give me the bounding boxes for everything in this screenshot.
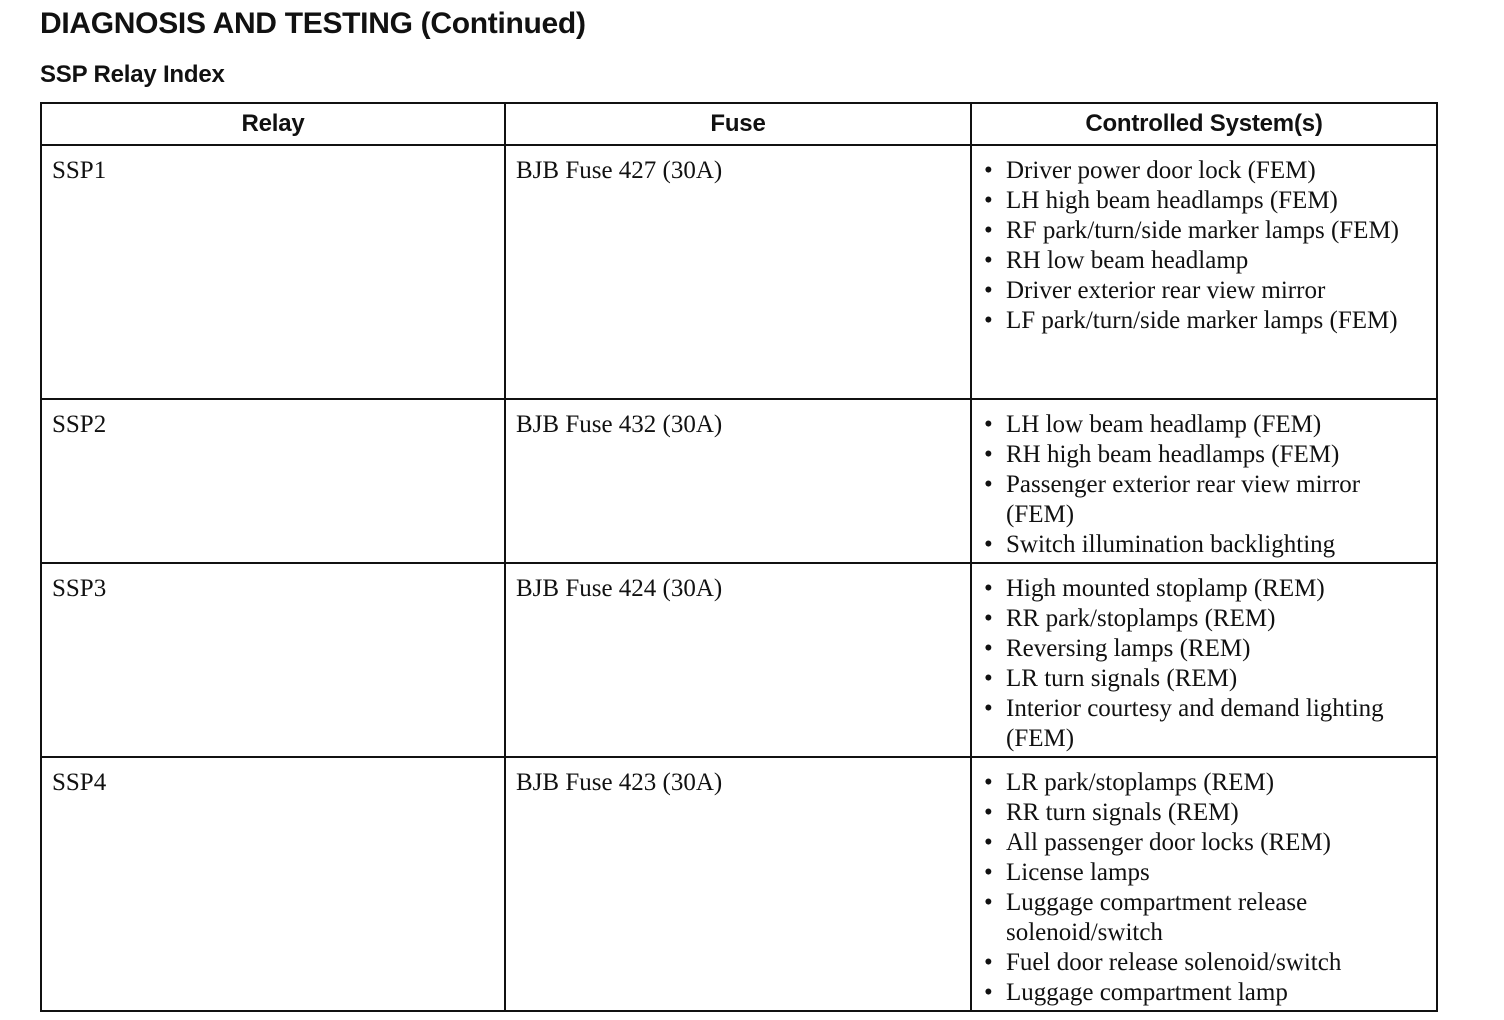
controlled-systems-cell — [971, 145, 1437, 399]
fuse-cell: BJB Fuse 432 (30A) — [505, 399, 971, 563]
list-item: • LR turn signals (REM) — [982, 664, 1426, 694]
list-item: • All passenger door locks (REM) — [982, 828, 1426, 858]
controlled-systems-list — [982, 768, 1426, 1008]
relay-cell: SSP2 — [41, 399, 505, 563]
controlled-systems-list — [982, 410, 1426, 560]
list-item: • RH low beam headlamp — [982, 246, 1426, 276]
list-item: • Switch illumination backlighting — [982, 530, 1426, 560]
table-header-row — [41, 103, 1437, 145]
list-item: • RF park/turn/side marker lamps (FEM) — [982, 216, 1426, 246]
column-header-relay: Relay — [41, 103, 505, 145]
column-header-fuse: Fuse — [505, 103, 971, 145]
controlled-systems-list — [982, 156, 1426, 336]
controlled-systems-list — [982, 574, 1426, 754]
list-item: • Luggage compartment release solenoid/switch — [982, 888, 1426, 948]
list-item: • RR turn signals (REM) — [982, 798, 1426, 828]
controlled-systems-cell — [971, 563, 1437, 757]
ssp-relay-table — [40, 102, 1438, 1012]
controlled-systems-cell — [971, 399, 1437, 563]
list-item: • LH low beam headlamp (FEM) — [982, 410, 1426, 440]
table-row — [41, 563, 1437, 757]
fuse-cell: BJB Fuse 423 (30A) — [505, 757, 971, 1011]
list-item: • License lamps — [982, 858, 1426, 888]
list-item: • Interior courtesy and demand lighting (FEM) — [982, 694, 1426, 754]
table-row — [41, 145, 1437, 399]
relay-cell: SSP3 — [41, 563, 505, 757]
column-header-controlled-systems: Controlled System(s) — [971, 103, 1437, 145]
list-item: • LR park/stoplamps (REM) — [982, 768, 1426, 798]
list-item: • RR park/stoplamps (REM) — [982, 604, 1426, 634]
list-item: • Luggage compartment lamp — [982, 978, 1426, 1008]
fuse-cell: BJB Fuse 427 (30A) — [505, 145, 971, 399]
list-item: • Reversing lamps (REM) — [982, 634, 1426, 664]
fuse-cell: BJB Fuse 424 (30A) — [505, 563, 971, 757]
list-item: • Fuel door release solenoid/switch — [982, 948, 1426, 978]
list-item: • Driver exterior rear view mirror — [982, 276, 1426, 306]
table-row — [41, 757, 1437, 1011]
relay-cell: SSP1 — [41, 145, 505, 399]
table-caption: SSP Relay Index — [40, 61, 225, 88]
list-item: • Driver power door lock (FEM) — [982, 156, 1426, 186]
list-item: • High mounted stoplamp (REM) — [982, 574, 1426, 604]
relay-cell: SSP4 — [41, 757, 505, 1011]
controlled-systems-cell — [971, 757, 1437, 1011]
list-item: • RH high beam headlamps (FEM) — [982, 440, 1426, 470]
list-item: • Passenger exterior rear view mirror (FEM) — [982, 470, 1426, 530]
page-title: DIAGNOSIS AND TESTING (Continued) — [40, 7, 586, 40]
list-item: • LF park/turn/side marker lamps (FEM) — [982, 306, 1426, 336]
table-row — [41, 399, 1437, 563]
list-item: • LH high beam headlamps (FEM) — [982, 186, 1426, 216]
